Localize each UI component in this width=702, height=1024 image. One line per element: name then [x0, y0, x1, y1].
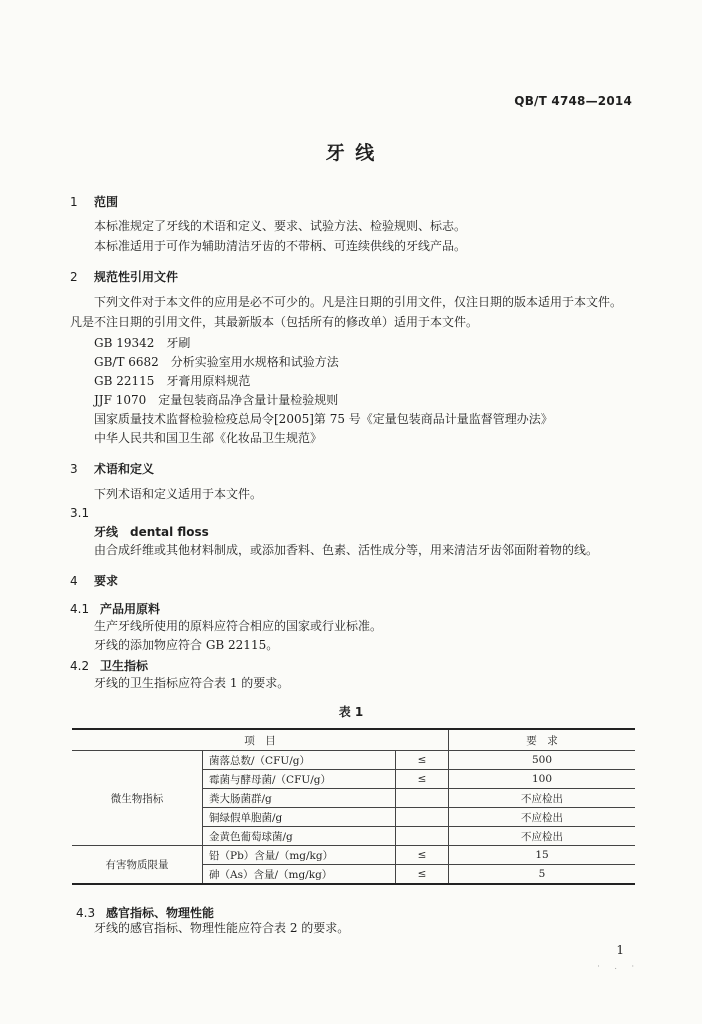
- reference-item: 国家质量技术监督检验检疫总局令[2005]第 75 号《定量包装商品计量监督管理办法》: [94, 412, 553, 426]
- section-4-2-para: 牙线的卫生指标应符合表 1 的要求。: [94, 676, 290, 690]
- section-2-intro-1: 下列文件对于本文件的应用是必不可少的。凡是注日期的引用文件，仅注日期的版本适用于本文件。: [94, 295, 623, 309]
- reference-item: GB 22115 牙膏用原料规范: [94, 374, 251, 388]
- section-4-1-title: 产品用原料: [100, 602, 161, 616]
- header-requirement: 要 求: [449, 729, 636, 751]
- section-4-3-number: 4.3: [76, 906, 96, 920]
- item-cell: 霉菌与酵母菌/（CFU/g）: [203, 770, 396, 789]
- operator-cell: [396, 808, 449, 827]
- section-3-intro: 下列术语和定义适用于本文件。: [94, 487, 263, 501]
- reference-item: 中华人民共和国卫生部《化妆品卫生规范》: [94, 431, 323, 445]
- header-item: 项 目: [72, 729, 449, 751]
- section-4-3-para: 牙线的感官指标、物理性能应符合表 2 的要求。: [94, 921, 350, 935]
- reference-item: GB 19342 牙刷: [94, 336, 191, 350]
- section-4-title: 要求: [94, 574, 119, 588]
- item-cell: 菌落总数/（CFU/g）: [203, 751, 396, 770]
- table-header-row: [72, 729, 635, 751]
- reference-item: JJF 1070 定量包装商品净含量计量检验规则: [94, 393, 339, 407]
- operator-cell: [396, 827, 449, 846]
- item-cell: 金黄色葡萄球菌/g: [203, 827, 396, 846]
- page-number: 1: [616, 943, 624, 957]
- section-3-number: 3: [70, 462, 78, 476]
- table-1-caption: 表 1: [338, 705, 364, 719]
- section-4-2-heading: [70, 657, 148, 674]
- section-4-1-heading: [70, 600, 160, 617]
- item-cell: 铜绿假单胞菌/g: [203, 808, 396, 827]
- value-cell: 不应检出: [449, 808, 636, 827]
- section-4-number: 4: [70, 574, 78, 588]
- term-dental-floss: 牙线 dental floss: [94, 525, 209, 539]
- value-cell: 15: [449, 846, 636, 865]
- value-cell: 不应检出: [449, 789, 636, 808]
- category-cell: 有害物质限量: [72, 846, 203, 885]
- scan-specks: · . ·: [597, 962, 640, 971]
- item-cell: 铅（Pb）含量/（mg/kg）: [203, 846, 396, 865]
- value-cell: 不应检出: [449, 827, 636, 846]
- standard-code: QB/T 4748—2014: [514, 94, 632, 108]
- section-1-number: 1: [70, 195, 78, 209]
- category-cell: 微生物指标: [72, 751, 203, 846]
- section-4-2-title: 卫生指标: [100, 659, 149, 673]
- document-title: 牙 线: [325, 142, 377, 164]
- item-cell: 砷（As）含量/（mg/kg）: [203, 865, 396, 885]
- subsection-3-1-number: 3.1: [70, 506, 90, 520]
- operator-cell: [396, 789, 449, 808]
- operator-cell: ≤: [396, 865, 449, 885]
- section-1-para-1: 本标准规定了牙线的术语和定义、要求、试验方法、检验规则、标志。: [94, 219, 467, 233]
- section-4-1-para-2: 牙线的添加物应符合 GB 22115。: [94, 638, 279, 652]
- section-3-heading: [70, 460, 154, 477]
- section-2-intro-2: 凡是不注日期的引用文件，其最新版本（包括所有的修改单）适用于本文件。: [70, 315, 479, 329]
- operator-cell: ≤: [396, 770, 449, 789]
- section-1-title: 范围: [94, 195, 119, 209]
- operator-cell: ≤: [396, 846, 449, 865]
- value-cell: 500: [449, 751, 636, 770]
- value-cell: 100: [449, 770, 636, 789]
- section-4-2-number: 4.2: [70, 659, 90, 673]
- operator-cell: ≤: [396, 751, 449, 770]
- table-row: [72, 751, 635, 770]
- section-4-3-title: 感官指标、物理性能: [106, 906, 215, 920]
- section-2-heading: [70, 268, 178, 285]
- section-1-para-2: 本标准适用于可作为辅助清洁牙齿的不带柄、可连续供线的牙线产品。: [94, 239, 467, 253]
- section-4-1-number: 4.1: [70, 602, 90, 616]
- section-1-heading: [70, 193, 118, 210]
- section-4-heading: [70, 572, 118, 589]
- section-2-number: 2: [70, 270, 78, 284]
- section-4-3-heading: [76, 904, 214, 921]
- term-definition: 由合成纤维或其他材料制成，或添加香料、色素、活性成分等，用来清洁牙齿邻面附着物的线。: [94, 543, 599, 557]
- reference-item: GB/T 6682 分析实验室用水规格和试验方法: [94, 355, 339, 369]
- section-4-1-para-1: 生产牙线所使用的原料应符合相应的国家或行业标准。: [94, 619, 383, 633]
- item-cell: 粪大肠菌群/g: [203, 789, 396, 808]
- value-cell: 5: [449, 865, 636, 885]
- section-3-title: 术语和定义: [94, 462, 155, 476]
- table-1: [72, 728, 635, 885]
- table-row: [72, 846, 635, 865]
- section-2-title: 规范性引用文件: [94, 270, 179, 284]
